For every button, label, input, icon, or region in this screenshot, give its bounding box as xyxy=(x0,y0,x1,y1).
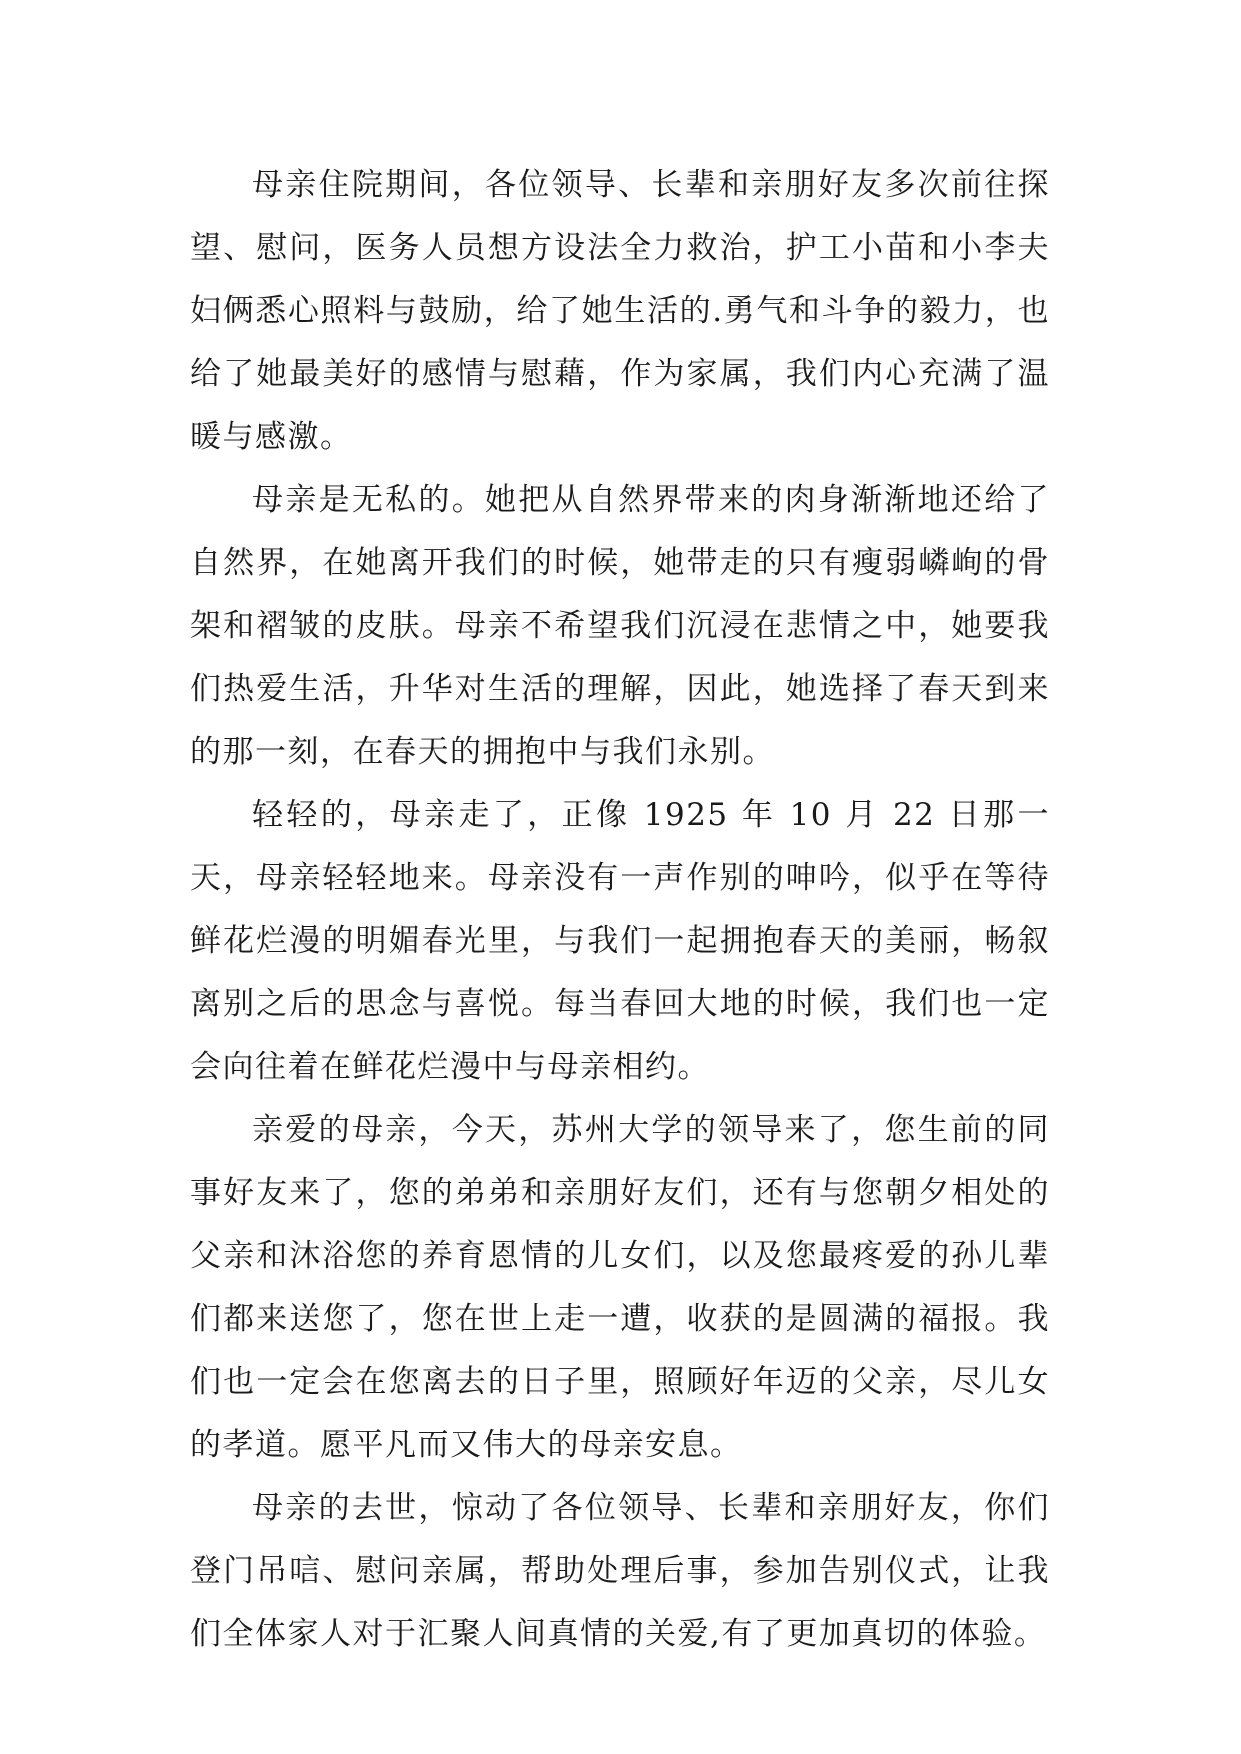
paragraph-4: 亲爱的母亲，今天，苏州大学的领导来了，您生前的同事好友来了，您的弟弟和亲朋好友们，还有与您朝夕相处的父亲和沐浴您的养育恩情的儿女们，以及您最疼爱的孙儿辈们都来送您了，您在世上走一遭，收获的是圆满的福报。我们也一定会在您离去的日子里，照顾好年迈的父亲，尽儿女的孝道。愿平凡而又伟大的母亲安息。 xyxy=(190,1112,1050,1463)
paragraph-2: 母亲是无私的。她把从自然界带来的肉身渐渐地还给了自然界，在她离开我们的时候，她带走的只有瘦弱嶙峋的骨架和褶皱的皮肤。母亲不希望我们沉浸在悲情之中，她要我们热爱生活，升华对生活的理解，因此，她选择了春天到来的那一刻，在春天的拥抱中与我们永别。 xyxy=(190,482,1050,770)
paragraph-1: 母亲住院期间，各位领导、长辈和亲朋好友多次前往探望、慰问，医务人员想方设法全力救治，护工小苗和小李夫妇俩悉心照料与鼓励，给了她生活的.勇气和斗争的毅力，也给了她最美好的感情与慰藉，作为家属，我们内心充满了温暖与感激。 xyxy=(190,167,1050,455)
paragraph-5: 母亲的去世，惊动了各位领导、长辈和亲朋好友，你们登门吊唁、慰问亲属，帮助处理后事，参加告别仪式，让我们全体家人对于汇聚人间真情的关爱,有了更加真切的体验。 xyxy=(190,1490,1050,1652)
document-body xyxy=(190,154,1050,1666)
paragraph-3: 轻轻的，母亲走了，正像 1925 年 10 月 22 日那一天，母亲轻轻地来。母亲没有一声作别的呻吟，似乎在等待鲜花烂漫的明媚春光里，与我们一起拥抱春天的美丽，畅叙离别之后的思念与喜悦。每当春回大地的时候，我们也一定会向往着在鲜花烂漫中与母亲相约。 xyxy=(190,797,1050,1085)
